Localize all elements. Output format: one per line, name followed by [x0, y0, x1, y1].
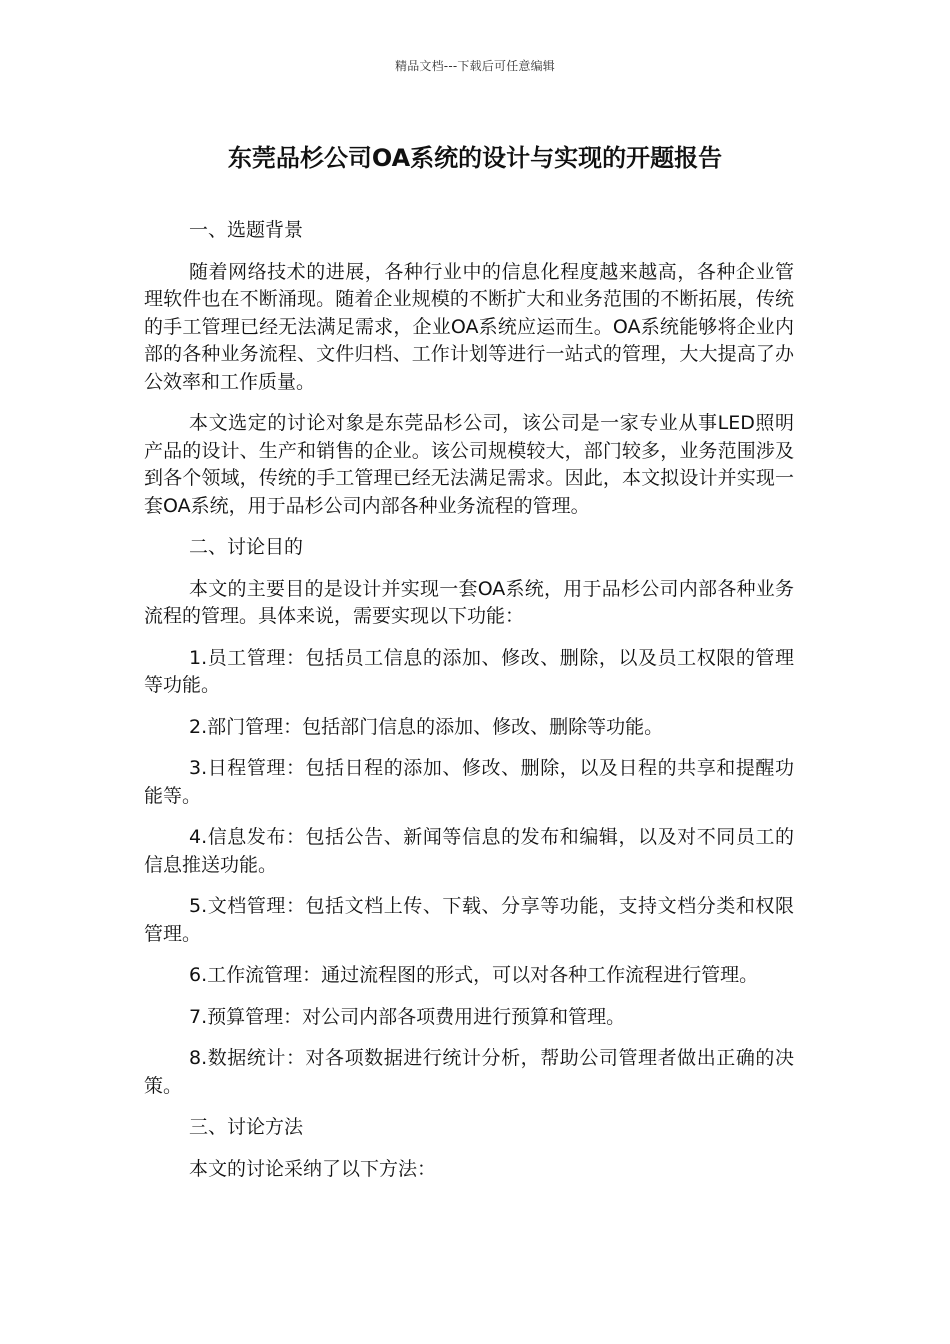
- section-heading-background: 一、选题背景: [189, 219, 304, 241]
- list-item-employee-management: 1.员工管理：包括员工信息的添加、修改、删除，以及员工权限的管理等功能。: [144, 646, 794, 696]
- list-item-budget-management: 7.预算管理：对公司内部各项费用进行预算和管理。: [189, 1005, 626, 1028]
- list-item-information-publishing: 4.信息发布：包括公告、新闻等信息的发布和编辑，以及对不同员工的信息推送功能。: [144, 826, 794, 876]
- document-title: 东莞品杉公司OA系统的设计与实现的开题报告: [227, 144, 723, 172]
- list-item-workflow-management: 6.工作流管理：通过流程图的形式，可以对各种工作流程进行管理。: [189, 964, 759, 986]
- header-note: 精品文档---下载后可任意编辑: [395, 59, 555, 73]
- list-item-schedule-management: 3.日程管理：包括日程的添加、修改、删除，以及日程的共享和提醒功能等。: [144, 757, 794, 807]
- paragraph-background-1: 随着网络技术的进展，各种行业中的信息化程度越来越高，各种企业管理软件也在不断涌现。随着企业规模的不断扩大和业务范围的不断拓展，传统的手工管理已经无法满足需求，企业OA系统应运而生。OA系统能够将企业内部的各种业务流程、文件归档、工作计划等进行一站式的管理，大大提高了办公效率和工作质量。: [144, 260, 794, 393]
- paragraph-purpose-intro: 本文的主要目的是设计并实现一套OA系统，用于品杉公司内部各种业务流程的管理。具体来说，需要实现以下功能：: [144, 577, 794, 627]
- paragraph-methods-intro: 本文的讨论采纳了以下方法：: [189, 1157, 437, 1180]
- section-heading-methods: 三、讨论方法: [189, 1116, 304, 1138]
- list-item-data-statistics: 8.数据统计：对各项数据进行统计分析，帮助公司管理者做出正确的决策。: [144, 1047, 794, 1097]
- section-heading-purpose: 二、讨论目的: [189, 536, 304, 558]
- document-body: [144, 217, 794, 1197]
- list-item-department-management: 2.部门管理：包括部门信息的添加、修改、删除等功能。: [189, 715, 664, 738]
- paragraph-background-2: 本文选定的讨论对象是东莞品杉公司，该公司是一家专业从事LED照明产品的设计、生产和销售的企业。该公司规模较大，部门较多，业务范围涉及到各个领域，传统的手工管理已经无法满足需求。因此，本文拟设计并实现一套OA系统，用于品杉公司内部各种业务流程的管理。: [144, 412, 794, 517]
- list-item-document-management: 5.文档管理：包括文档上传、下载、分享等功能，支持文档分类和权限管理。: [144, 895, 794, 945]
